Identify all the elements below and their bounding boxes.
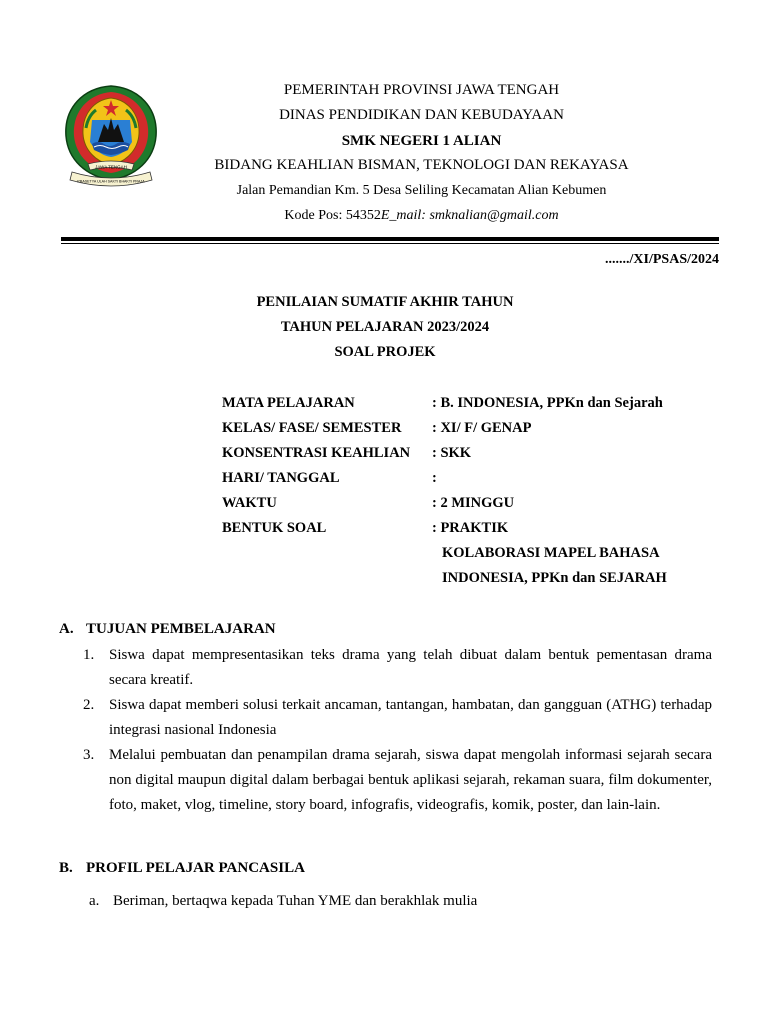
info-value: : SKK: [432, 445, 472, 461]
list-number: 2.: [83, 697, 95, 713]
section-title: TUJUAN PEMBELAJARAN: [86, 621, 276, 637]
document-number: ......./XI/PSAS/2024: [605, 252, 719, 267]
list-item: [83, 643, 712, 693]
info-label: HARI/ TANGGAL: [222, 470, 340, 486]
letterhead-rule-thin: [61, 243, 719, 244]
exam-title: PENILAIAN SUMATIF AKHIR TAHUN: [256, 294, 514, 310]
section-b-heading: [59, 860, 305, 877]
letterhead-line-4: BIDANG KEAHLIAN BISMAN, TEKNOLOGI DAN REKAYASA: [214, 157, 629, 173]
logo-ribbon-bottom: PRASETYA ULAH SAKTI BHAKTI PRAJA: [77, 179, 145, 184]
list-text: Melalui pembuatan dan penampilan drama sejarah, siswa dapat mengolah informasi sejarah secara non digital maupun digital dalam berbagai bentuk aplikasi sejarah, rekaman suara, film dokumenter, foto, maket, vlog, timeline, story board, infografis, videografis, komik, poster, dan lain-lain.: [109, 747, 712, 813]
school-contact: [0, 208, 768, 224]
list-item: [83, 693, 712, 743]
list-text: Siswa dapat memberi solusi terkait ancaman, tantangan, hambatan, dan gangguan (ATHG) terhadap integrasi nasional Indonesia: [109, 697, 712, 738]
list-text: Siswa dapat mempresentasikan teks drama yang telah dibuat dalam bentuk pementasan drama secara kreatif.: [109, 647, 712, 688]
letterhead-line-1: PEMERINTAH PROVINSI JAWA TENGAH: [283, 82, 560, 98]
info-label: WAKTU: [222, 495, 277, 511]
section-letter: B.: [59, 860, 73, 876]
info-label: KELAS/ FASE/ SEMESTER: [222, 420, 402, 436]
section-letter: A.: [59, 621, 74, 637]
info-value-continued: INDONESIA, PPKn dan SEJARAH: [442, 570, 667, 586]
list-number: 1.: [83, 647, 95, 663]
list-text: Beriman, bertaqwa kepada Tuhan YME dan berakhlak mulia: [113, 893, 478, 909]
school-address: Jalan Pemandian Km. 5 Desa Seliling Kecamatan Alian Kebumen: [236, 183, 607, 198]
list-number: 3.: [83, 747, 95, 763]
section-a-heading: [59, 621, 276, 638]
postal-code: Kode Pos: 54352: [284, 208, 381, 223]
school-name: SMK NEGERI 1 ALIAN: [341, 133, 502, 149]
info-value: : XI/ F/ GENAP: [432, 420, 532, 436]
exam-type: SOAL PROJEK: [334, 344, 436, 360]
info-value: : B. INDONESIA, PPKn dan Sejarah: [432, 395, 663, 411]
letterhead-rule-thick: [61, 237, 719, 241]
section-title: PROFIL PELAJAR PANCASILA: [86, 860, 305, 876]
info-label: MATA PELAJARAN: [222, 395, 355, 411]
info-value: : 2 MINGGU: [432, 495, 515, 511]
info-value: : PRAKTIK: [432, 520, 509, 536]
school-email: E_mail: smknalian@gmail.com: [380, 208, 559, 223]
info-value: :: [432, 470, 437, 486]
info-label: BENTUK SOAL: [222, 520, 327, 536]
logo-ribbon-top: JAWA TENGAH: [95, 164, 127, 170]
profile-list-item: [89, 893, 477, 910]
info-value-continued: KOLABORASI MAPEL BAHASA: [442, 545, 660, 561]
letterhead-line-2: DINAS PENDIDIKAN DAN KEBUDAYAAN: [279, 107, 564, 123]
learning-objectives-list: [83, 643, 712, 818]
list-letter: a.: [89, 893, 100, 909]
info-label: KONSENTRASI KEAHLIAN: [222, 445, 411, 461]
academic-year: TAHUN PELAJARAN 2023/2024: [280, 319, 490, 335]
list-item: [83, 743, 712, 818]
